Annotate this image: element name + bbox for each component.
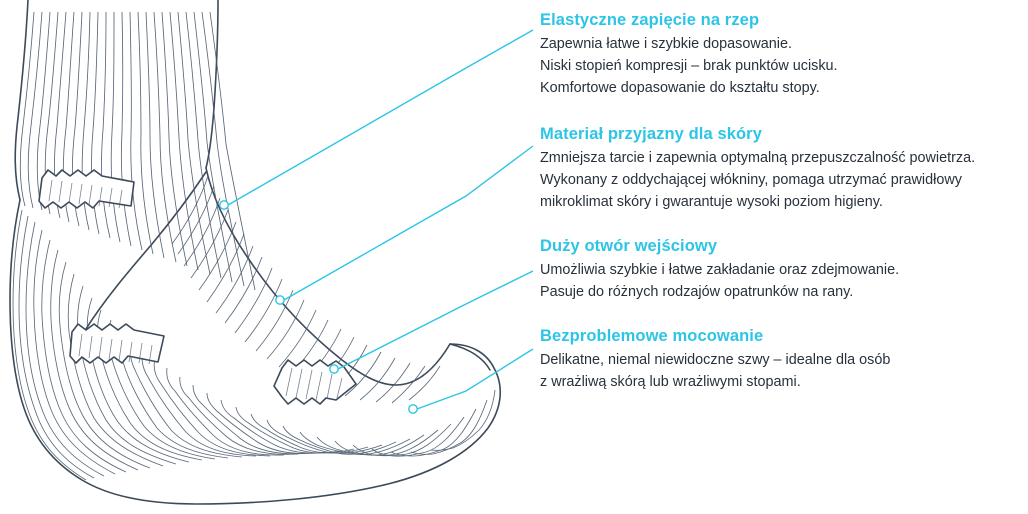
feature-title-3: Duży otwór wejściowy (540, 237, 718, 255)
feature-line-2-3: mikroklimat skóry i gwarantuje wysoki poziom higieny. (540, 194, 883, 211)
feature-title-1: Elastyczne zapięcie na rzep (540, 11, 760, 29)
feature-block-1 (540, 10, 1020, 100)
feature-block-4 (540, 326, 1020, 394)
feature-line-1-1: Zapewnia łatwe i szybkie dopasowanie. (540, 36, 792, 53)
feature-line-4-1: Delikatne, niemal niewidoczne szwy – idealne dla osób (540, 352, 891, 369)
feature-line-4-2: z wrażliwą skórą lub wrażliwymi stopami. (540, 374, 801, 391)
feature-line-3-1: Umożliwia szybkie i łatwe zakładanie oraz zdejmowanie. (540, 262, 900, 279)
feature-line-1-3: Komfortowe dopasowanie do kształtu stopy. (540, 80, 820, 97)
feature-title-2: Materiał przyjazny dla skóry (540, 125, 762, 143)
feature-line-2-2: Wykonany z oddychającej włókniny, pomaga utrzymać prawidłowy (540, 172, 962, 189)
feature-title-4: Bezproblemowe mocowanie (540, 327, 764, 345)
feature-block-2 (540, 124, 1020, 214)
feature-block-3 (540, 236, 1020, 304)
feature-line-2-1: Zmniejsza tarcie i zapewnia optymalną przepuszczalność powietrza. (540, 150, 976, 167)
feature-line-3-2: Pasuje do różnych rodzajów opatrunków na rany. (540, 284, 854, 301)
feature-line-1-2: Niski stopień kompresji – brak punktów ucisku. (540, 58, 838, 75)
